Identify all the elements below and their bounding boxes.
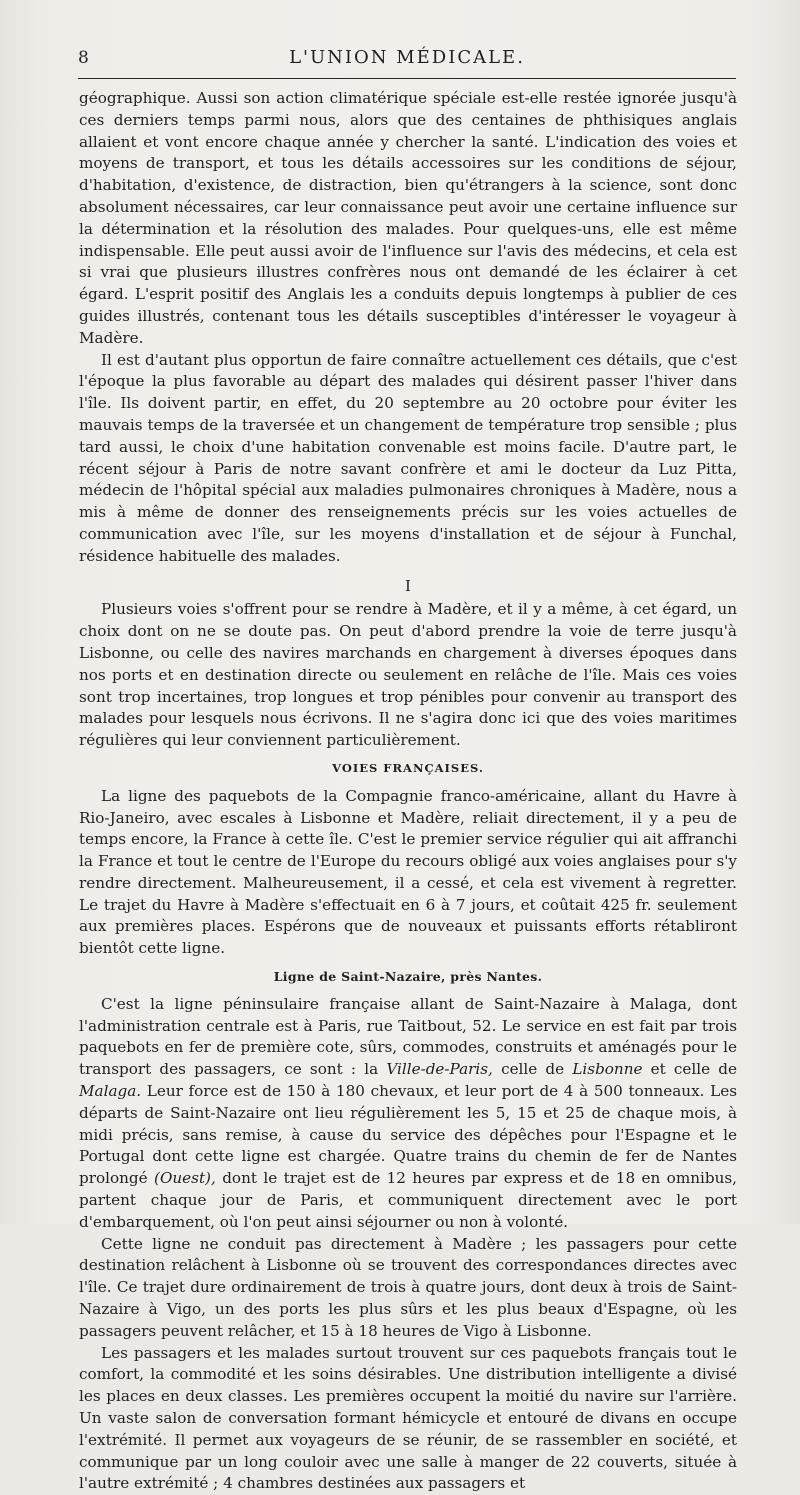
section-number: I bbox=[405, 576, 411, 595]
page-header bbox=[78, 44, 736, 74]
running-title: L'UNION MÉDICALE. bbox=[289, 47, 525, 68]
paragraph-3: Plusieurs voies s'offrent pour se rendre à Madère, et il y a même, à cet égard, un choix dont on ne se doute pas. On peut d'abord prendre la voie de terre jusqu'à Lisbonne, ou celle des navires marchands en chargement à diverses époques dans nos ports et en destination directe ou seulement en relâche de l'île. Mais ces voies sont trop incertaines, trop longues et trop pénibles pour convenir au transport des malades pour lesquels nous écrivons. Il ne s'agira donc ici que des voies maritimes régulières qui leur conviennent particulièrement. bbox=[79, 600, 737, 750]
paragraph-5-part-a: C'est la ligne péninsulaire française allant de Saint-Nazaire à Malaga, dont l'administration centrale est à Paris, rue Taitbout, 52. Le service en est fait par trois paquebots en fer de première cote, sûrs, commodes, construits et aménagés pour le transport des passagers, ce sont : la bbox=[79, 994, 737, 1079]
railway-name-ouest: (Ouest), bbox=[154, 1169, 216, 1188]
paragraph-7: Les passagers et les malades surtout trouvent sur ces paquebots français tout le comfort, la commodité et les soins désirables. Une distribution intelligente a divisé les places en deux classes. Les premières occupent la moitié du navire sur l'arrière. Un vaste salon de conversation formant hémicycle et entouré de divans en occupe l'extrémité. Il permet aux voyageurs de se réunir, de se rassembler en société, et communique par un long couloir avec une salle à manger de 22 couverts, située à l'autre extrémité ; 4 chambres destinées aux passagers et bbox=[79, 1343, 737, 1493]
ship-name-ville-de-paris: Ville-de-Paris, bbox=[386, 1060, 493, 1079]
paragraph-5-part-e: dont le trajet est de 12 heures par express et de 18 en omnibus, partent chaque jour de Paris, et communiquent directement avec le port d'embarquement, où l'on peut ainsi séjourner ou non à volonté. bbox=[79, 1169, 737, 1231]
ship-name-lisbonne: Lisbonne bbox=[572, 1060, 643, 1079]
paragraph-4: La ligne des paquebots de la Compagnie franco-américaine, allant du Havre à Rio-Janeiro, avec escales à Lisbonne et Madère, reliait directement, il y a peu de temps encore, la France à cette île. C'est le premier service régulier qui ait affranchi la France et tout le centre de l'Europe du recours obligé aux voies anglaises pour s'y rendre directement. Malheureusement, il a cessé, et cela est vivement à regretter. Le trajet du Havre à Madère s'effectuait en 6 à 7 jours, et coûtait 425 fr. seulement aux premières places. Espérons que de nouveaux et puissants efforts rétabliront bientôt cette ligne. bbox=[79, 786, 737, 958]
paragraph-5-part-b: celle de bbox=[492, 1060, 573, 1079]
page-number: 8 bbox=[78, 48, 90, 68]
paragraph-6: Cette ligne ne conduit pas directement à Madère ; les passagers pour cette destination relâchent à Lisbonne où se trouvent des correspondances directes avec l'île. Ce trajet dure ordinairement de trois à quatre jours, dont deux à trois de Saint-Nazaire à Vigo, un des ports les plus sûrs et les plus beaux d'Espagne, où les passagers peuvent relâcher, et 15 à 18 heures de Vigo à Lisbonne. bbox=[79, 1234, 737, 1340]
paragraph-1: géographique. Aussi son action climatérique spéciale est-elle restée ignorée jusqu'à ces derniers temps parmi nous, alors que des centaines de phthisiques anglais allaient et vont encore chaque année y chercher la santé. L'indication des voies et moyens de transport, et tous les détails accessoires sur les conditions de séjour, d'habitation, d'existence, de distraction, bien qu'étrangers à la science, sont donc absolument nécessaires, car leur connaissance peut avoir une certaine influence sur la détermination et la résolution des malades. Pour quelques-uns, elle est même indispensable. Elle peut aussi avoir de l'influence sur l'avis des médecins, et cela est si vrai que plusieurs illustres confrères nous ont demandé de les éclairer à cet égard. L'esprit positif des Anglais les a conduits depuis longtemps à publier de ces guides illustrés, contenant tous les détails susceptibles d'intéresser le voyageur à Madère. bbox=[79, 89, 737, 347]
paragraph-5 bbox=[79, 994, 737, 1234]
subsection-heading: Ligne de Saint-Nazaire, près Nantes. bbox=[273, 969, 543, 985]
paragraph-2: Il est d'autant plus opportun de faire connaître actuellement ces détails, que c'est l'époque la plus favorable au départ des malades qui désirent passer l'hiver dans l'île. Ils doivent partir, en effet, du 20 septembre au 20 octobre pour éviter les mauvais temps de la traversée et un changement de température trop sensible ; plus tard aussi, le choix d'une habitation convenable est moins facile. D'autre part, le récent séjour à Paris de notre savant confrère et ami le docteur da Luz Pitta, médecin de l'hôpital spécial aux maladies pulmonaires chroniques à Madère, nous a mis à même de donner des renseignements précis sur les voies actuelles de communication avec l'île, sur les moyens d'installation et de séjour à Funchal, résidence habituelle des malades. bbox=[79, 350, 737, 565]
article-body bbox=[79, 88, 737, 1495]
paragraph-5-part-d: Leur force est de 150 à 180 chevaux, et leur port de 4 à 500 tonneaux. Les départs de Saint-Nazaire ont lieu régulièrement les 5, 15 et 25 de chaque mois, à midi précis, sans remise, à cause du service des dépêches pour l'Espagne et le Portugal dont cette ligne est chargée. Quatre trains du chemin de fer de Nantes prolongé bbox=[79, 1082, 737, 1188]
paragraph-5-part-c: et celle de bbox=[642, 1060, 738, 1079]
header-rule bbox=[78, 78, 736, 79]
ship-name-malaga: Malaga. bbox=[79, 1082, 142, 1101]
section-heading: VOIES FRANÇAISES. bbox=[332, 760, 484, 775]
